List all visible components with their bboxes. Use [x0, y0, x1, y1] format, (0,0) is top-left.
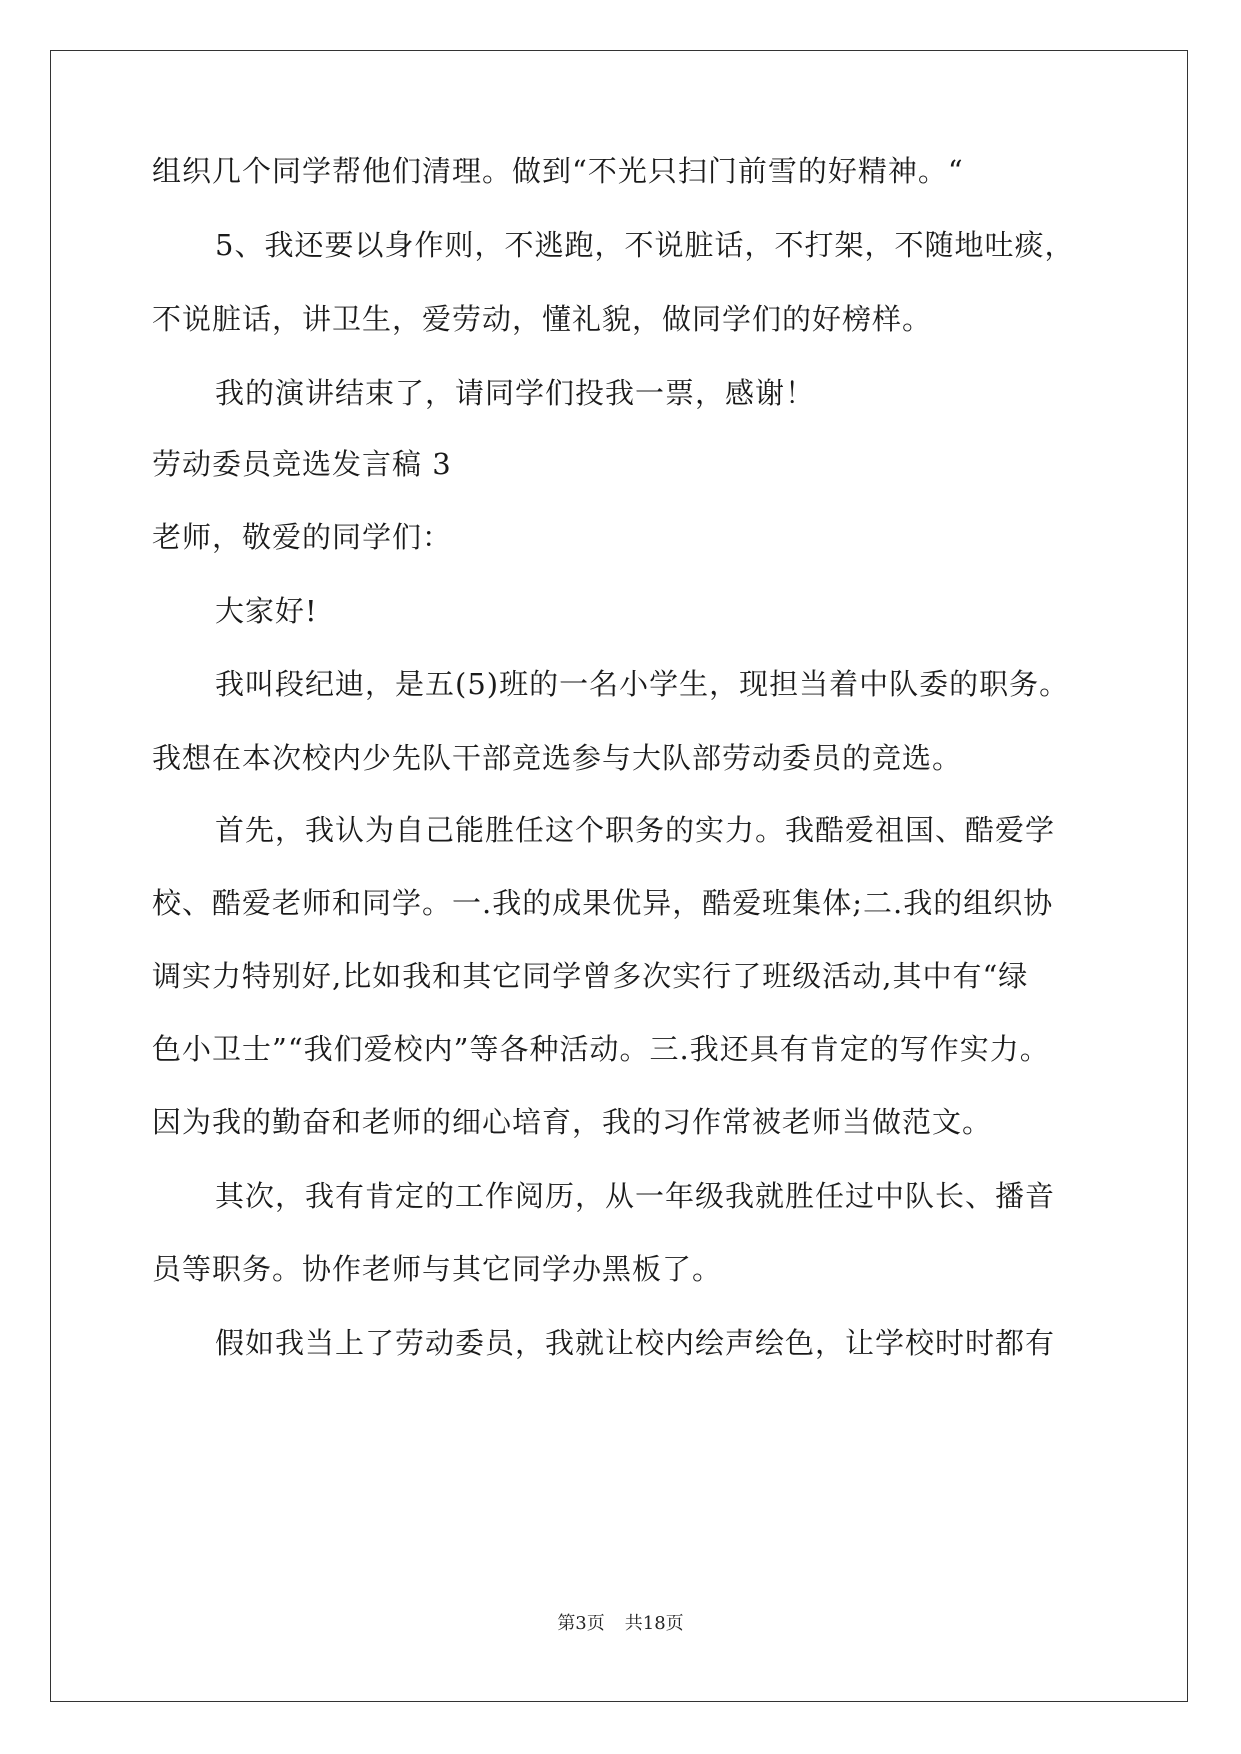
text-line: 其次，我有肯定的工作阅历，从一年级我就胜任过中队长、播音: [215, 1179, 1056, 1213]
text-line: 组织几个同学帮他们清理。做到“不光只扫门前雪的好精神。“: [152, 154, 964, 188]
text-line: 调实力特别好,比如我和其它同学曾多次实行了班级活动,其中有“绿: [152, 959, 1029, 993]
current-page-label: 第3页: [557, 1613, 605, 1634]
text-line: 色小卫士”“我们爱校内”等各种活动。三.我还具有肯定的写作实力。: [152, 1032, 1050, 1066]
total-pages-label: 共18页: [624, 1613, 684, 1634]
text-line: 不说脏话，讲卫生，爱劳动，懂礼貌，做同学们的好榜样。: [152, 302, 933, 336]
text-line: 我的演讲结束了，请同学们投我一票，感谢！: [215, 376, 816, 410]
text-line: 因为我的勤奋和老师的细心培育，我的习作常被老师当做范文。: [152, 1105, 993, 1139]
text-line: 5、我还要以身作则，不逃跑，不说脏话，不打架，不随地吐痰，: [215, 228, 1075, 262]
salutation: 老师，敬爱的同学们：: [152, 520, 453, 554]
text-line: 校、酷爱老师和同学。一.我的成果优异，酷爱班集体;二.我的组织协: [152, 886, 1054, 920]
text-line: 首先，我认为自己能胜任这个职务的实力。我酷爱祖国、酷爱学: [215, 813, 1056, 847]
text-line: 员等职务。协作老师与其它同学办黑板了。: [152, 1252, 723, 1286]
text-line: 我想在本次校内少先队干部竞选参与大队部劳动委员的竞选。: [152, 741, 963, 775]
text-line: 我叫段纪迪，是五(5)班的一名小学生，现担当着中队委的职务。: [215, 667, 1070, 701]
section-heading: 劳动委员竞选发言稿 3: [152, 447, 452, 481]
page-frame: [50, 50, 1188, 1702]
page-footer: [0, 1612, 1241, 1636]
greeting: 大家好!: [215, 594, 318, 628]
text-line: 假如我当上了劳动委员，我就让校内绘声绘色，让学校时时都有: [215, 1326, 1056, 1360]
